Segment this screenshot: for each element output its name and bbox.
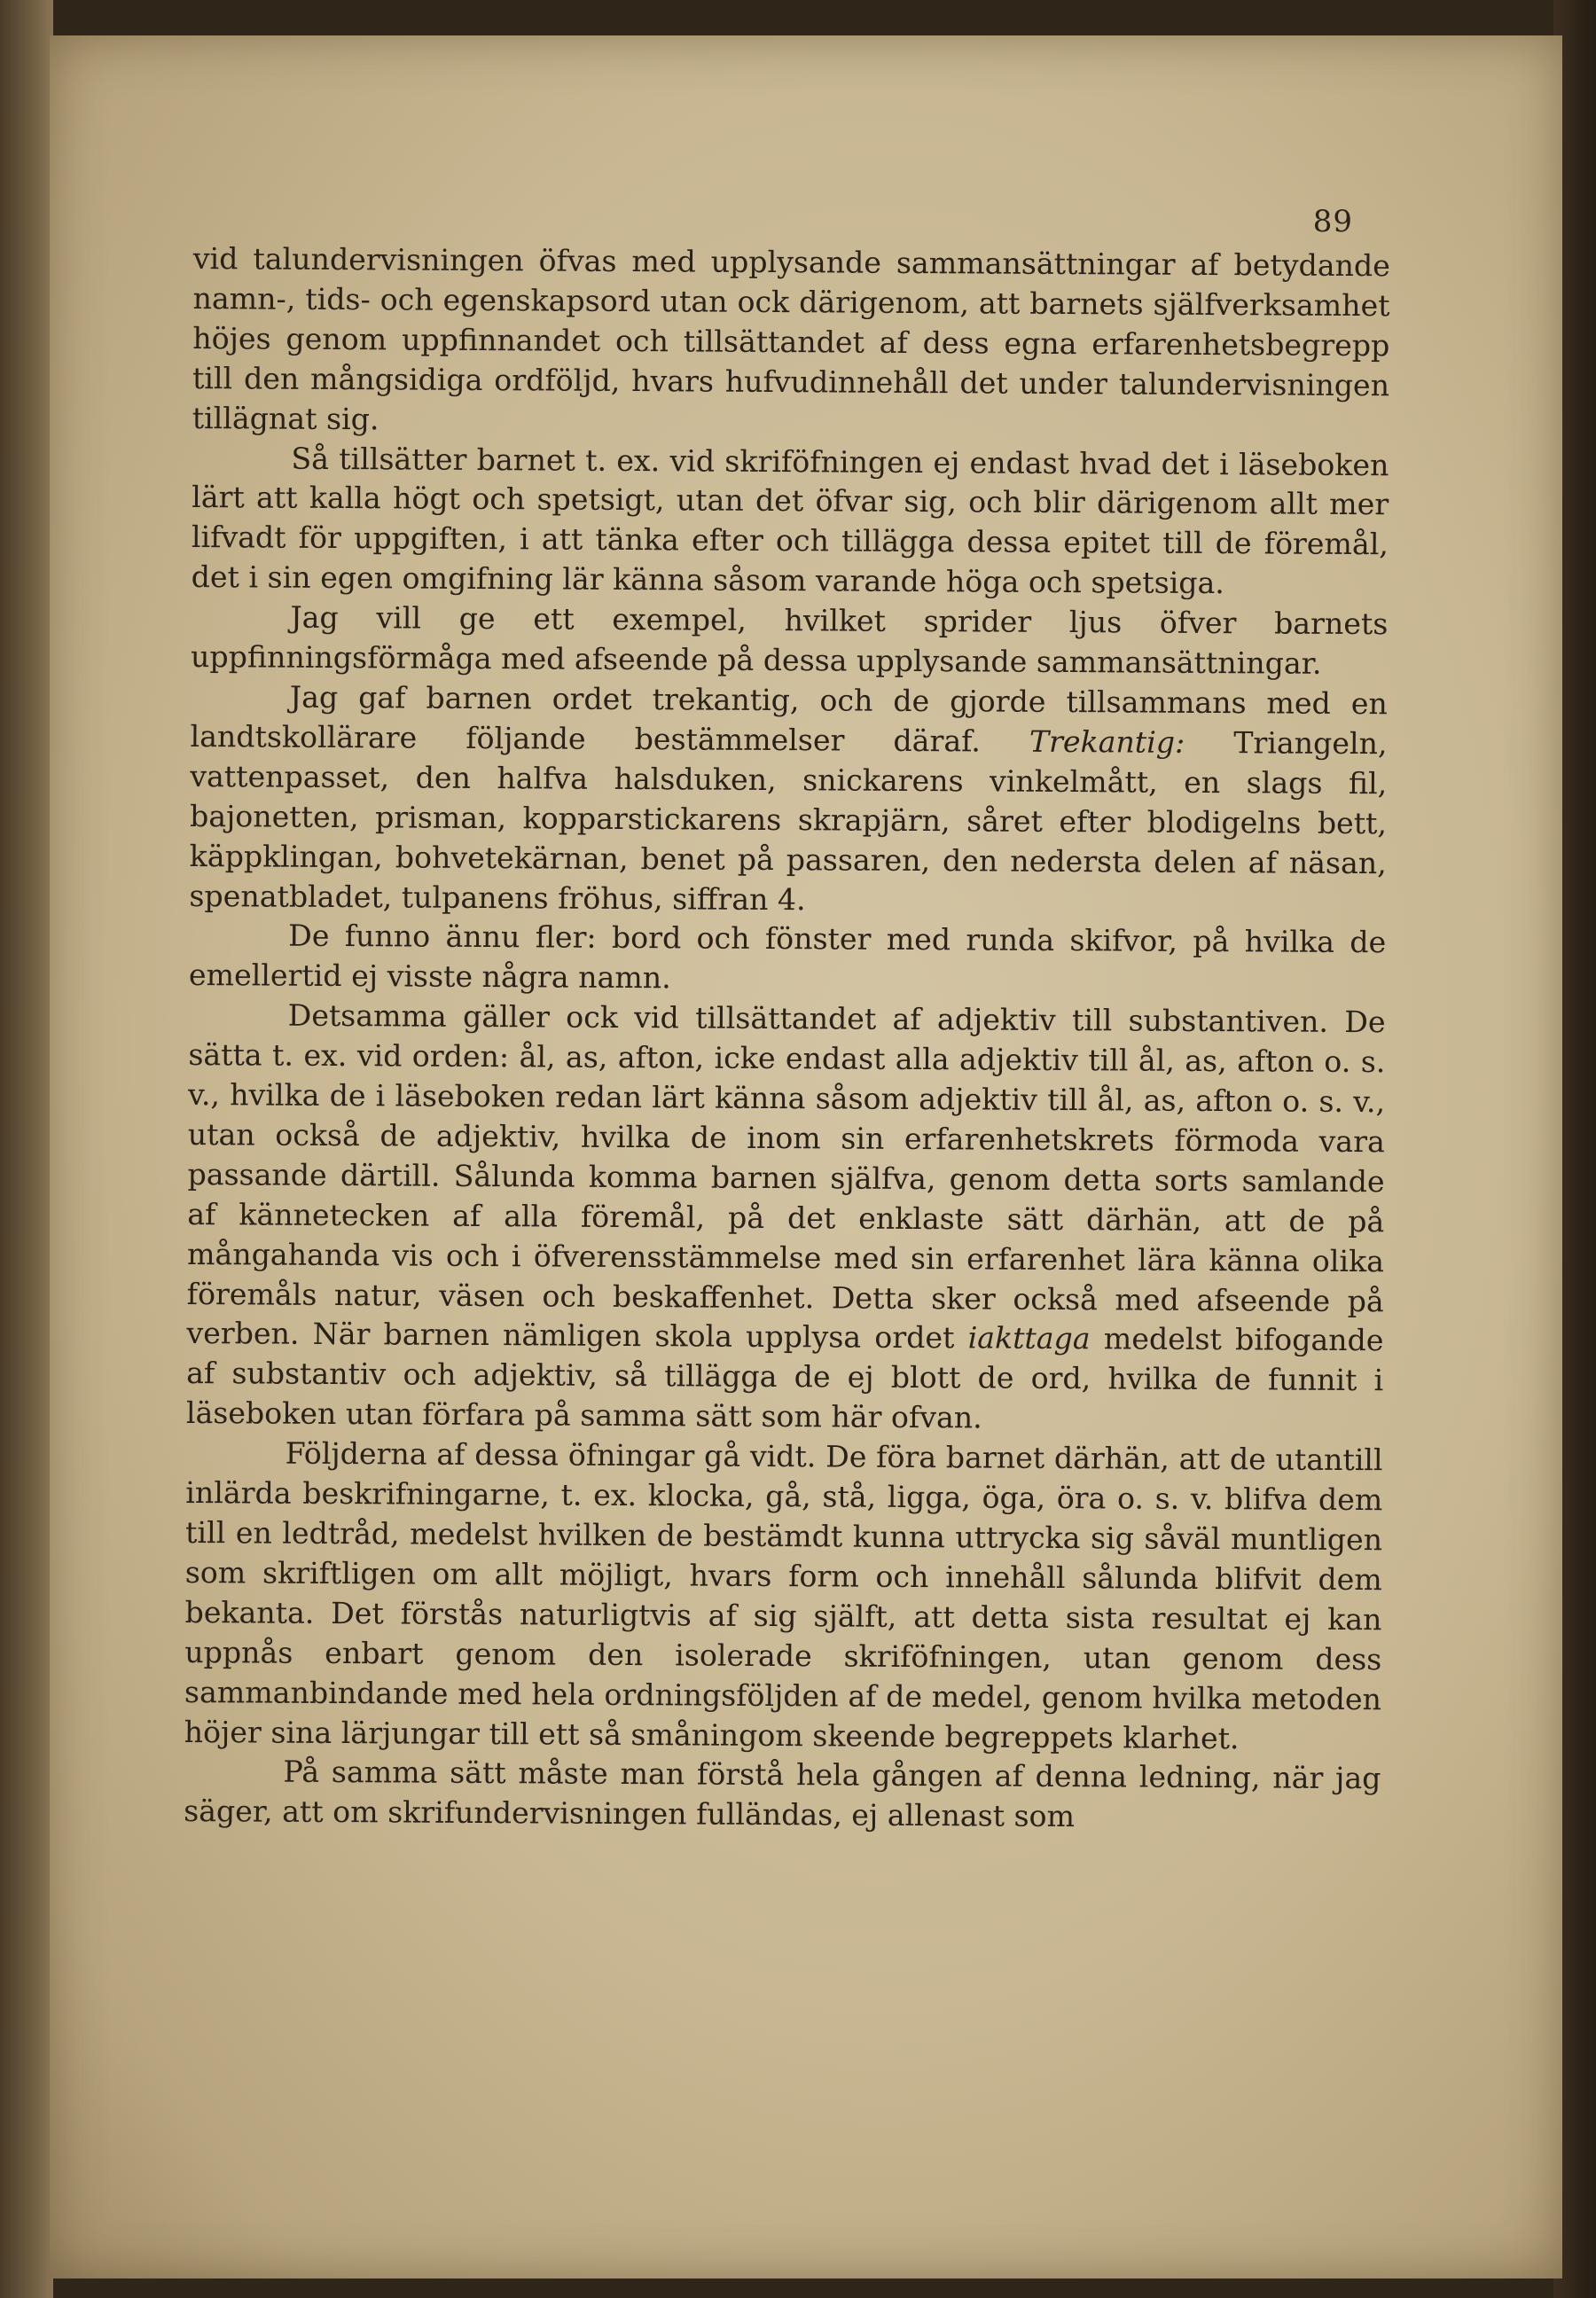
- paragraph-3: [191, 598, 1389, 684]
- paragraph-2-text: Så tillsätter barnet t. ex. vid skriföfningen ej endast hvad det i läseboken lärt att kalla högt och spetsigt, utan det öfvar sig, och blir därigenom allt mer lifvadt för uppgiften, i att tänka efter och tillägga dessa epitet till de föremål, det i sin egen omgifning lär känna såsom varande höga och spetsiga.: [191, 441, 1389, 601]
- page-number: 89: [1312, 204, 1353, 239]
- paragraph-8-text: På samma sätt måste man förstå hela gången af denna ledning, när jag säger, att om skrifundervisningen fulländas, ej allenast som: [184, 1755, 1381, 1834]
- paragraph-1-text: vid talundervisningen öfvas med upplysande sammansättningar af betydande namn-, tids- och egenskapsord utan ock därigenom, att barnets själfverksamhet höjes genom uppfinnandet och tillsättandet af dess egna erfarenhetsbegrepp till den mångsidiga ordföljd, hvars hufvudinnehåll det under talundervisningen tillägnat sig.: [192, 240, 1390, 436]
- paragraph-8: [184, 1752, 1381, 1839]
- paragraph-6-italic-term: iakttaga: [967, 1320, 1091, 1356]
- paragraph-4-italic-term: Trekantig:: [1029, 723, 1185, 760]
- paragraph-5: [189, 916, 1387, 1003]
- paragraph-2: [192, 439, 1389, 606]
- paragraph-4-text: Jag gaf barnen ordet trekantig, och de gjorde tillsammans med en landtskollärare följande bestämmelser däraf.: [190, 679, 1388, 759]
- book-page: [50, 35, 1562, 2278]
- paragraph-3-text: Jag vill ge ett exempel, hvilket sprider ljus öfver barnets uppfinningsförmåga med afseende på dessa upplysande sammansättningar.: [191, 599, 1389, 681]
- book-spine: [0, 0, 53, 2298]
- paragraph-5-text: De funno ännu fler: bord och fönster med runda skifvor, på hvilka de emellertid ej visste några namn.: [188, 918, 1387, 996]
- paragraph-6: [186, 996, 1386, 1441]
- paragraph-4: [189, 677, 1388, 924]
- paragraph-7-text: Följderna af dessa öfningar gå vidt. De föra barnet därhän, att de utantill inlärda beskrifningarne, t. ex. klocka, gå, stå, ligga, öga, öra o. s. v. blifva dem till en ledtråd, medelst hvilken de bestämdt kunna uttrycka sig såväl muntligen som skriftligen om allt möjligt, hvars form och innehåll sålunda blifvit dem bekanta. Det förstås naturligtvis af sig själft, att detta sista resultat ej kan uppnås enbart genom den isolerade skriföfningen, utan genom dess sammanbindande med hela ordningsföljden af de medel, genom hvilka metoden höjer sina lärjungar till ett så småningom skeende begreppets klarhet.: [184, 1435, 1383, 1755]
- paragraph-1: [192, 239, 1390, 446]
- paragraph-6-text-cont: medelst bifogande af substantiv och adjektiv, så tillägga de ej blott de ord, hvilka de funnit i läseboken utan förfara på samma sätt som här ofvan.: [185, 1321, 1384, 1435]
- paragraph-7: [184, 1434, 1383, 1759]
- body-text: [184, 239, 1390, 1839]
- paragraph-4-text-cont: Triangeln, vattenpasset, den halfva halsduken, snickarens vinkelmått, en slags fil, bajonetten, prisman, kopparstickarens skrapjärn, såret efter blodigelns bett, käppklingan, bohvetekärnan, benet på passaren, den nedersta delen af näsan, spenatbladet, tulpanens fröhus, siffran 4.: [189, 724, 1388, 917]
- paragraph-6-text: Detsamma gäller ock vid tillsättandet af adjektiv till substantiven. De sätta t. ex. vid orden: ål, as, afton, icke endast alla adjektiv till ål, as, afton o. s. v., hvilka de i läseboken redan lärt känna såsom adjektiv till ål, as, afton o. s. v., utan också de adjektiv, hvilka de inom sin erfarenhetskrets förmoda vara passande därtill. Sålunda komma barnen själfva, genom detta sorts samlande af kännetecken af alla föremål, på det enklaste sätt därhän, att de på mångahanda vis och i öfverensstämmelse med sin erfarenhet lära känna olika föremåls natur, väsen och beskaffenhet. Detta sker också med afseende på verben. När barnen nämligen skola upplysa ordet: [186, 997, 1386, 1356]
